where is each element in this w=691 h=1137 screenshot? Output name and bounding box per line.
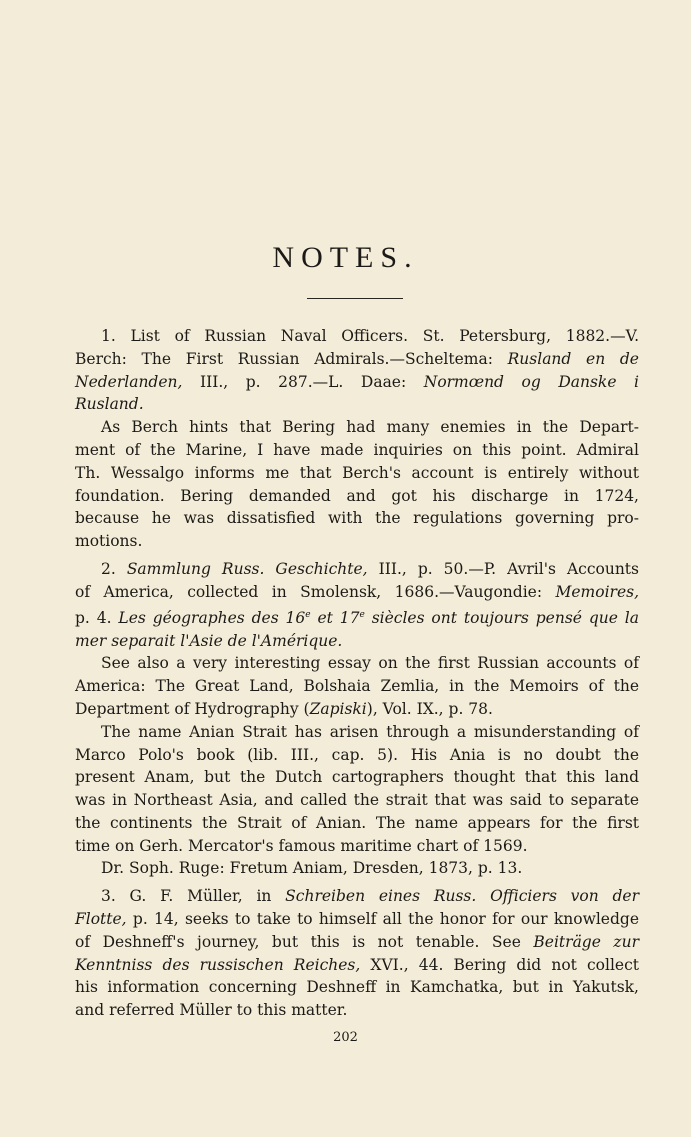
text-line [75,908,639,931]
text-line [75,698,639,721]
italic-title: Normœnd og Danske i [423,372,639,391]
text-line [75,371,639,394]
note-2-paragraph-2 [75,721,639,858]
text-line [75,885,639,908]
text-run: of America, collected in Smolensk, 1686.—Vaugondie: [75,582,556,601]
note-3-paragraph [75,885,639,1022]
text-line [75,604,639,630]
text-run: 2. [101,559,127,578]
text-line: foundation. Bering demanded and got his discharge in 1724, [75,486,639,505]
title-rule [307,298,403,299]
text-line: because he was dissatisfied with the regulations governing pro- [75,509,639,528]
text-line: Th. Wessalgo informs me that Berch's account is entirely without [75,463,639,482]
text-run: Department of Hydrography ( [75,699,310,718]
text-run: p. 14, seeks to take to himself all the honor for our knowledge [126,910,639,929]
notes-body [75,325,639,1022]
text-line: present Anam, but the Dutch cartographers thought that this land [75,768,639,787]
text-line [75,954,639,977]
italic-title: Kenntniss des russischen Reiches, [75,955,361,974]
italic-title [118,609,639,627]
text-run: p. 4. [75,608,119,627]
note-1-citation [75,325,639,416]
text-line [75,581,639,604]
text-line: America: The Great Land, Bolshaia Zemlia, in the Memoirs of the [75,677,639,696]
text-line: was in Northeast Asia, and called the strait that was said to separate [75,791,639,810]
text-line: motions. [75,532,143,551]
italic-title: Sammlung Russ. Geschichte, [126,559,368,578]
text-line: his information concerning Deshneff in Kamchatka, but in Yakutsk, [75,978,639,997]
italic-title: Zapiski [309,699,367,718]
text-run: of Deshneff's journey, but this is not tenable. See [75,932,534,951]
text-line: time on Gerh. Mercator's famous maritime chart of 1569. [75,836,528,855]
page-title: NOTES. [272,241,419,274]
text-line: The name Anian Strait has arisen through a misunderstanding of [101,722,639,741]
italic-title: Schreiben eines Russ. Officiers von der [285,887,639,906]
italic-title: Rusland. [75,395,144,414]
text-run: Berch: The First Russian Admirals.—Scheltema: [75,349,508,368]
note-2-paragraph-3 [75,857,639,880]
page-number: 202 [333,1030,358,1045]
italic-title: Nederlanden, [75,372,183,391]
text-line [75,348,639,371]
text-line [75,393,639,416]
italic-title: Beiträge zur [533,932,639,951]
italic-title: Rusland en de [507,349,639,368]
text-line: As Berch hints that Bering had many enemies in the Depart- [101,418,639,437]
text-run: 3. G. F. Müller, in [101,887,286,906]
text-line: Marco Polo's book (lib. III., cap. 5). His Ania is no doubt the [75,745,639,764]
superscript: e [359,609,365,620]
text-line: 1. List of Russian Naval Officers. St. Petersburg, 1882.—V. [101,327,639,345]
text-run: Les géographes des 16 [118,608,306,627]
text-run: III., p. 50.—P. Avril's Accounts [367,559,639,578]
text-run: XVI., 44. Bering did not collect [360,955,640,974]
text-run: ), Vol. IX., p. 78. [366,699,493,718]
text-line: and referred Müller to this matter. [75,1001,348,1020]
text-line: ment of the Marine, I have made inquiries on this point. Admiral [75,440,639,459]
note-2-paragraph-1 [75,652,639,720]
text-line [75,931,639,954]
superscript: e [305,609,311,620]
text-line: Dr. Soph. Ruge: Fretum Aniam, Dresden, 1873, p. 13. [101,859,523,878]
italic-title: mer separait l'Asie de l'Amérique. [75,631,343,650]
note-2-citation [75,558,639,652]
italic-title: Flotte, [75,910,127,929]
text-run: et 17 [310,608,360,627]
text-line [75,558,639,581]
note-1-paragraph [75,416,639,553]
italic-title: Memoires, [555,582,639,601]
text-line: the continents the Strait of Anian. The name appears for the first [75,813,639,832]
text-line [75,630,639,653]
text-line: See also a very interesting essay on the first Russian accounts of [101,654,639,673]
text-run: siècles ont toujours pensé que la [364,608,640,627]
text-run: III., p. 287.—L. Daae: [182,372,424,391]
